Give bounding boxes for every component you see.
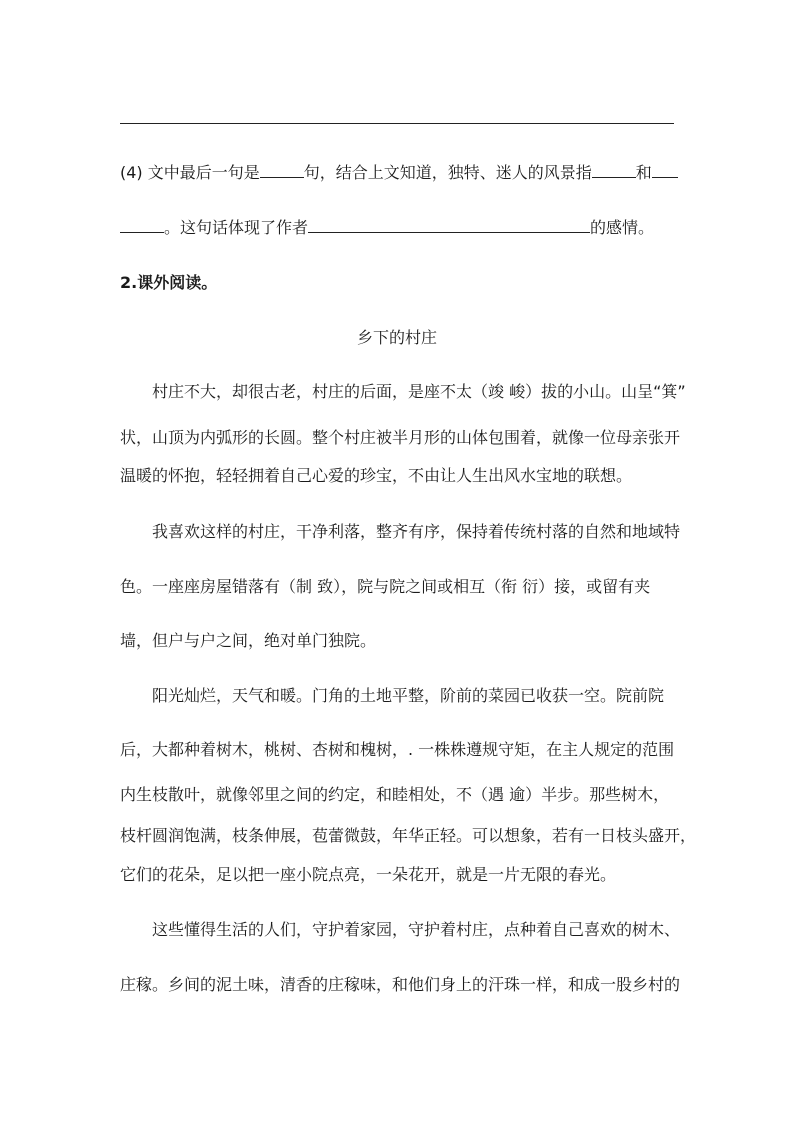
blank-feeling — [308, 218, 590, 233]
answer-line — [120, 123, 674, 124]
question-4-text-a: (4) 文中最后一句是 — [120, 163, 260, 182]
question-4-text-b: 句，结合上文知道，独特、迷人的风景指 — [303, 163, 592, 182]
article-line: 枝杆圆润饱满，枝条伸展，苞蕾微鼓，年华正轻。可以想象，若有一日枝头盛开， — [120, 826, 697, 845]
article-line: 色。一座座房屋错落有（制 致），院与院之间或相互（衔 衍）接，或留有夹 — [120, 577, 651, 596]
article-line: 这些懂得生活的人们，守护着家园，守护着村庄，点种着自己喜欢的树木、 — [152, 920, 681, 939]
blank-scenery-2-end — [120, 218, 164, 233]
article-line: 状，山顶为内弧形的长圆。整个村庄被半月形的山体包围着，就像一位母亲张开 — [120, 428, 681, 447]
article-title: 乡下的村庄 — [356, 328, 437, 347]
article-line: 阳光灿烂，天气和暖。门角的土地平整，阶前的菜园已收获一空。院前院 — [152, 686, 665, 705]
article-line: 庄稼。乡间的泥土味，清香的庄稼味，和他们身上的汗珠一样，和成一股乡村的 — [120, 975, 681, 994]
article-line: 内生枝散叶，就像邻里之间的约定，和睦相处，不（遇 逾）半步。那些树木， — [120, 785, 670, 804]
article-line: 村庄不大，却很古老，村庄的后面，是座不太（竣 峻）拔的小山。山呈“箕” — [152, 382, 686, 401]
article-line: 我喜欢这样的村庄，干净利落，整齐有序，保持着传统村落的自然和地域特 — [152, 522, 681, 541]
question-4-line-1 — [120, 163, 674, 183]
blank-sentence-type — [260, 163, 304, 178]
question-4-text-d: 。这句话体现了作者 — [164, 218, 309, 237]
article-line: 它们的花朵，足以把一座小院点亮，一朵花开，就是一片无限的春光。 — [120, 865, 617, 884]
blank-scenery-1 — [592, 163, 636, 178]
section-heading: 2.课外阅读。 — [120, 273, 218, 292]
article-line: 后，大都种着树木，桃树、杏树和槐树，. 一株株遵规守矩，在主人规定的范围 — [120, 740, 675, 759]
question-4-line-2 — [120, 218, 674, 238]
question-4-text-e: 的感情。 — [590, 218, 655, 237]
article-line: 墙，但户与户之间，绝对单门独院。 — [120, 631, 377, 650]
blank-scenery-2-start — [652, 163, 678, 178]
article-line: 温暖的怀抱，轻轻拥着自己心爱的珍宝，不由让人生出风水宝地的联想。 — [120, 466, 633, 485]
question-4-text-c: 和 — [635, 163, 652, 182]
